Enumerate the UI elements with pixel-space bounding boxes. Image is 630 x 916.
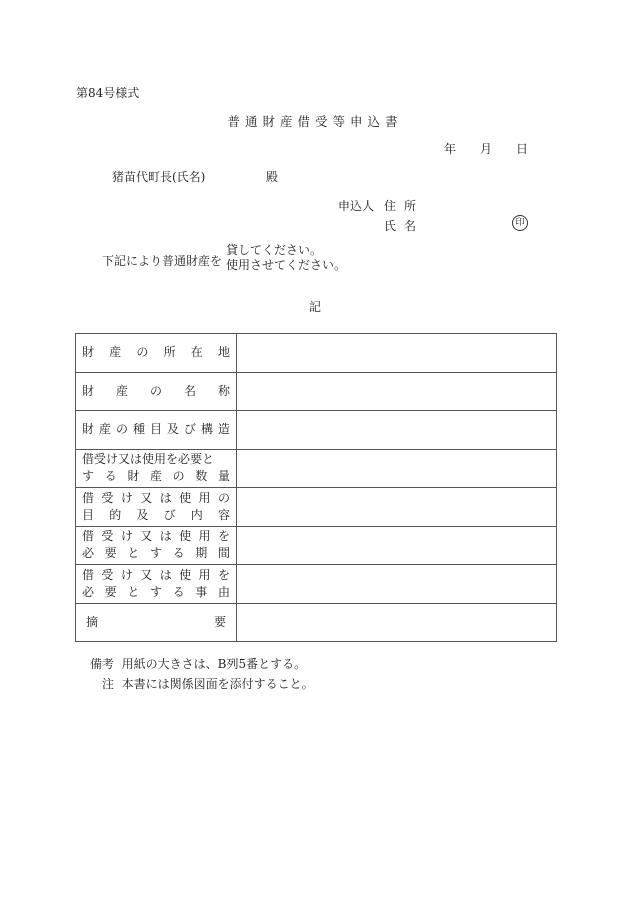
request-options bbox=[226, 243, 346, 273]
table-row bbox=[76, 411, 557, 450]
row-value-field[interactable] bbox=[237, 565, 557, 604]
note-attention-label: 注 bbox=[102, 677, 115, 691]
row-label-line: 借受け又は使用を必要と bbox=[82, 452, 215, 467]
table-row bbox=[76, 334, 557, 373]
request-option-use: 使用させてください。 bbox=[226, 258, 347, 272]
document-title: 普通財産借受等申込書 bbox=[227, 114, 403, 129]
request-lead-text: 下記により普通財産を bbox=[102, 254, 223, 268]
form-number: 第84号様式 bbox=[76, 86, 140, 100]
table-row bbox=[76, 526, 557, 565]
row-label-line: 借 受 け 又 は 使 用 を bbox=[82, 567, 230, 582]
note-remarks-label: 備考 bbox=[90, 657, 115, 671]
row-label-line: 借 受 け 又 は 使 用 を bbox=[82, 529, 230, 544]
row-value-field[interactable] bbox=[237, 603, 557, 642]
row-label bbox=[76, 334, 237, 373]
row-label-line: 借 受 け 又 は 使 用 の bbox=[82, 490, 230, 505]
row-label-line: 目 的 及 び 内 容 bbox=[82, 507, 230, 522]
date-year-label: 年 bbox=[444, 142, 457, 156]
row-label-line: 財 産 の 名 称 bbox=[82, 383, 230, 398]
row-label bbox=[76, 411, 237, 450]
addressee-name: 猪苗代町長(氏名) bbox=[112, 170, 206, 184]
date-day-label: 日 bbox=[516, 142, 529, 156]
notes bbox=[90, 654, 314, 694]
property-details-table bbox=[75, 333, 557, 642]
row-label-line: 財 産 の 所 在 地 bbox=[82, 345, 230, 360]
table-row bbox=[76, 449, 557, 488]
note-remarks bbox=[90, 654, 314, 674]
note-attention-text: 本書には関係図面を添付すること。 bbox=[121, 677, 314, 691]
table-row bbox=[76, 603, 557, 642]
row-label bbox=[76, 603, 237, 642]
row-value-field[interactable] bbox=[237, 372, 557, 411]
addressee-honorific: 殿 bbox=[266, 170, 279, 184]
date-month-label: 月 bbox=[480, 142, 493, 156]
applicant-label: 申込人 bbox=[338, 199, 375, 213]
row-label-line: す る 財 産 の 数 量 bbox=[82, 469, 230, 484]
request-option-lend: 貸してください。 bbox=[226, 243, 323, 257]
row-label-line: 財 産 の 種 目 及 び 構 造 bbox=[82, 422, 230, 437]
note-attention bbox=[90, 674, 314, 694]
table-row bbox=[76, 565, 557, 604]
row-label bbox=[76, 372, 237, 411]
ki-heading: 記 bbox=[308, 300, 321, 314]
table-row bbox=[76, 488, 557, 527]
row-value-field[interactable] bbox=[237, 334, 557, 373]
row-value-field[interactable] bbox=[237, 449, 557, 488]
row-value-field[interactable] bbox=[237, 411, 557, 450]
row-label bbox=[76, 565, 237, 604]
note-remarks-text: 用紙の大きさは、B列5番とする。 bbox=[121, 657, 307, 671]
row-label bbox=[76, 526, 237, 565]
row-label bbox=[76, 449, 237, 488]
row-label-line: 摘 要 bbox=[86, 614, 226, 629]
row-value-field[interactable] bbox=[237, 488, 557, 527]
name-label: 氏名 bbox=[384, 219, 425, 233]
row-label bbox=[76, 488, 237, 527]
row-label-line: 必 要 と す る 事 由 bbox=[82, 584, 230, 599]
row-label-line: 必 要 と す る 期 間 bbox=[82, 546, 230, 561]
seal-mark-icon: 印 bbox=[512, 215, 528, 231]
row-value-field[interactable] bbox=[237, 526, 557, 565]
table-row bbox=[76, 372, 557, 411]
address-label: 住所 bbox=[384, 199, 425, 213]
